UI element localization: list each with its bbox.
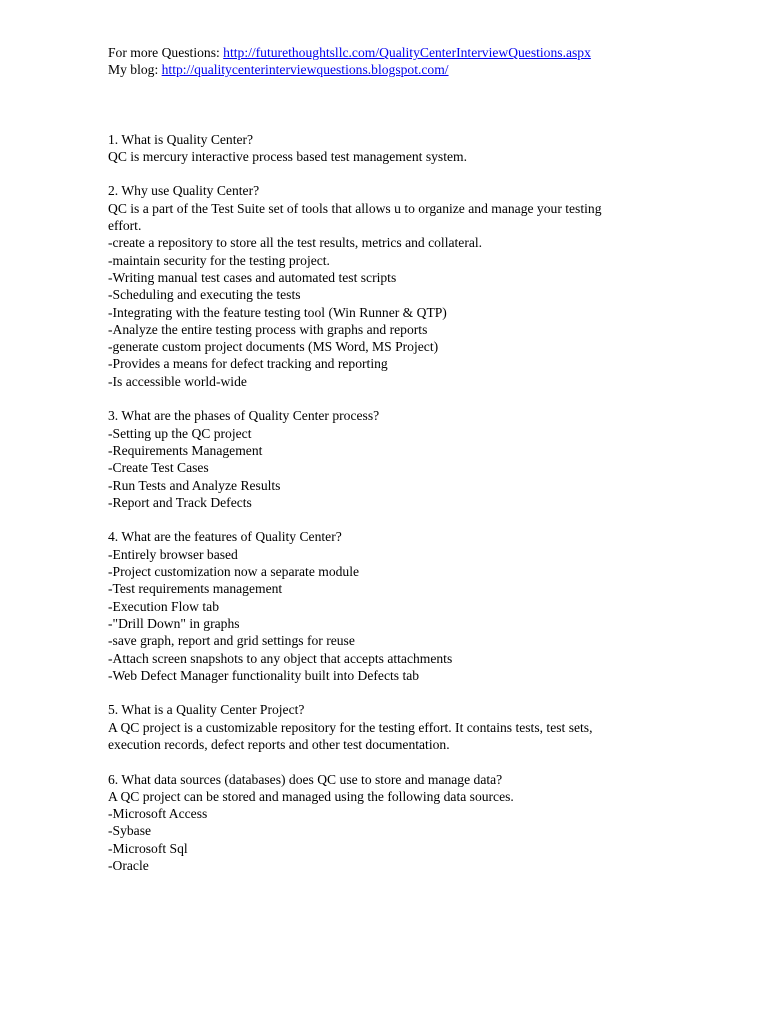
- answer-line: -save graph, report and grid settings for reuse: [108, 633, 355, 649]
- question-6: [108, 771, 668, 875]
- answer-line: -"Drill Down" in graphs: [108, 615, 240, 631]
- answer-line: -Setting up the QC project: [108, 425, 252, 441]
- answer-line: -Is accessible world-wide: [108, 373, 247, 389]
- question-4: [108, 528, 668, 684]
- answer-line: -Provides a means for defect tracking and reporting: [108, 356, 388, 372]
- answer-line: -Project customization now a separate module: [108, 564, 360, 580]
- question-heading: 2. Why use Quality Center?: [108, 183, 260, 199]
- answer-line: -Writing manual test cases and automated test scripts: [108, 269, 397, 285]
- answer-line: -generate custom project documents (MS Word, MS Project): [108, 339, 439, 355]
- answer-line: -Run Tests and Analyze Results: [108, 477, 281, 493]
- question-heading: 1. What is Quality Center?: [108, 131, 254, 147]
- spacer: [108, 684, 668, 701]
- question-5: [108, 701, 668, 753]
- more-questions-label: For more Questions:: [108, 45, 224, 60]
- answer-line: -Oracle: [108, 858, 149, 874]
- answer-line: -create a repository to store all the test results, metrics and collateral.: [108, 235, 483, 251]
- blog-line: [108, 61, 668, 78]
- answer-line: -Web Defect Manager functionality built into Defects tab: [108, 667, 420, 683]
- blog-label: My blog:: [108, 62, 162, 78]
- answer-line: effort.: [108, 218, 142, 234]
- spacer: [108, 511, 668, 528]
- question-3: [108, 407, 668, 511]
- spacer: [108, 79, 668, 131]
- answer-line: QC is mercury interactive process based test management system.: [108, 148, 467, 164]
- question-heading: 5. What is a Quality Center Project?: [108, 702, 305, 718]
- answer-line: QC is a part of the Test Suite set of tools that allows u to organize and manage your testing: [108, 200, 602, 216]
- answer-line: execution records, defect reports and other test documentation.: [108, 736, 450, 752]
- answer-line: -Analyze the entire testing process with graphs and reports: [108, 321, 428, 337]
- answer-line: -Microsoft Access: [108, 806, 208, 822]
- question-1: [108, 131, 668, 166]
- answer-line: -Execution Flow tab: [108, 598, 219, 614]
- spacer: [108, 753, 668, 770]
- answer-line: -Create Test Cases: [108, 460, 209, 476]
- answer-line: -maintain security for the testing project.: [108, 252, 330, 268]
- question-2: [108, 182, 668, 390]
- blog-link[interactable]: http://qualitycenterinterviewquestions.blogspot.com/: [161, 62, 449, 78]
- spacer: [108, 165, 668, 182]
- answer-line: -Microsoft Sql: [108, 840, 188, 856]
- answer-line: A QC project is a customizable repository for the testing effort. It contains tests, test sets,: [108, 719, 593, 735]
- answer-line: -Sybase: [108, 823, 152, 839]
- question-heading: 6. What data sources (databases) does QC use to store and manage data?: [108, 771, 503, 787]
- answer-line: -Requirements Management: [108, 442, 263, 458]
- question-heading: 3. What are the phases of Quality Center process?: [108, 408, 380, 424]
- answer-line: -Entirely browser based: [108, 546, 238, 562]
- more-questions-link[interactable]: http://futurethoughtsllc.com/QualityCenterInterviewQuestions.aspx: [223, 45, 591, 60]
- document-page: [108, 44, 668, 874]
- more-questions-line: [108, 44, 668, 61]
- answer-line: -Test requirements management: [108, 581, 283, 597]
- spacer: [108, 390, 668, 407]
- answer-line: A QC project can be stored and managed using the following data sources.: [108, 788, 514, 804]
- answer-line: -Scheduling and executing the tests: [108, 287, 301, 303]
- answer-line: -Report and Track Defects: [108, 494, 252, 510]
- answer-line: -Attach screen snapshots to any object that accepts attachments: [108, 650, 453, 666]
- question-heading: 4. What are the features of Quality Center?: [108, 529, 342, 545]
- answer-line: -Integrating with the feature testing tool (Win Runner & QTP): [108, 304, 447, 320]
